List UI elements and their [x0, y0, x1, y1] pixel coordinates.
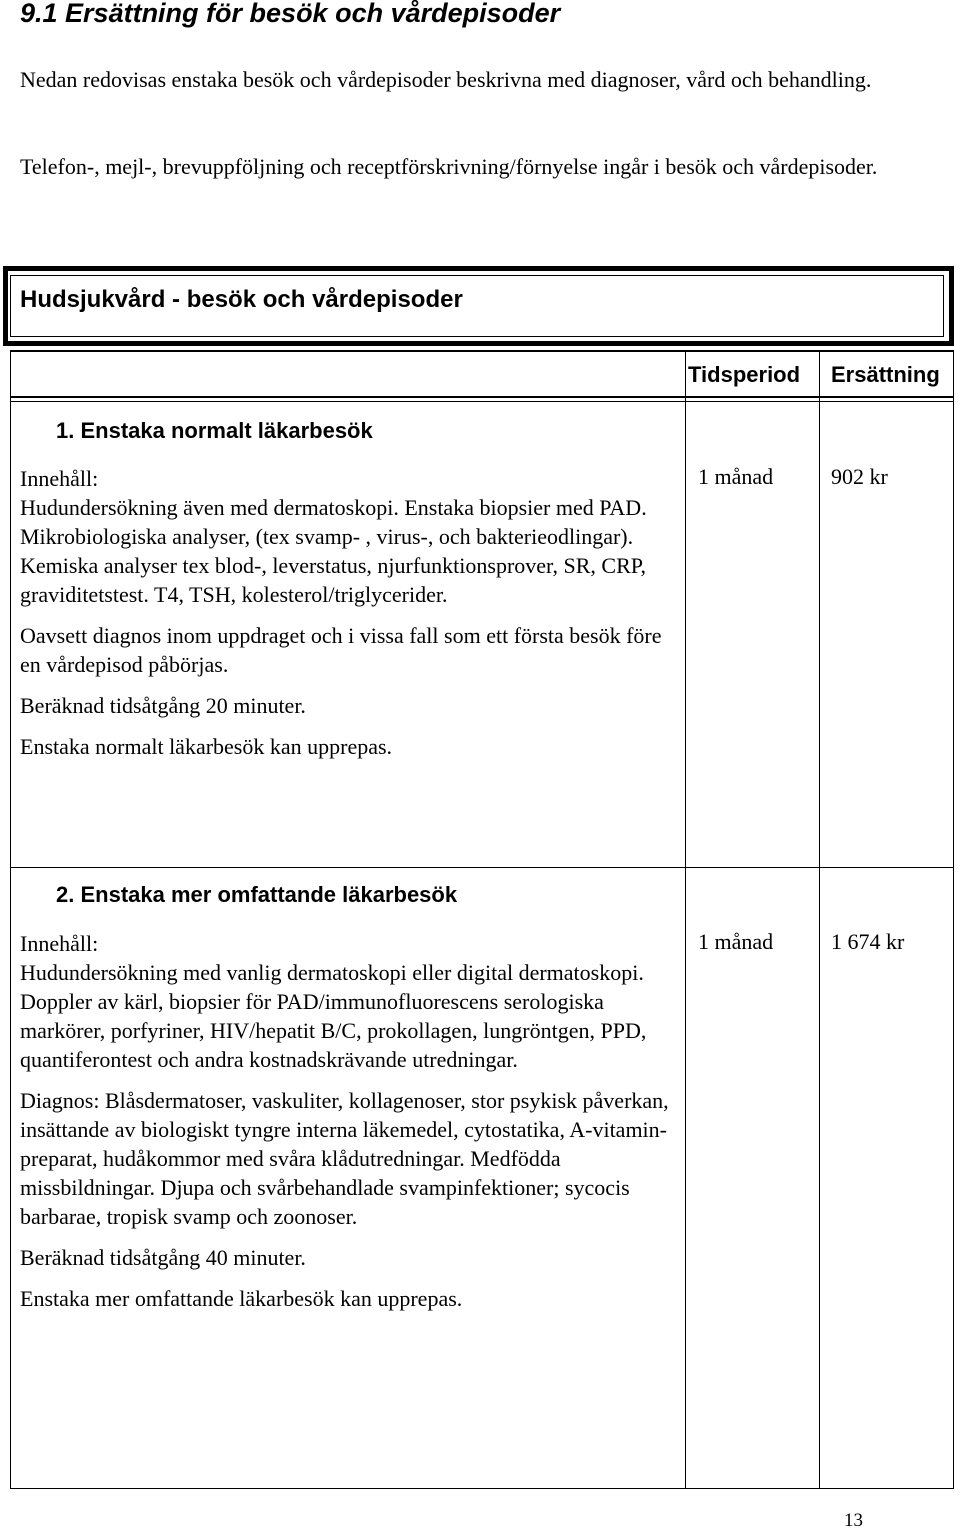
- content-paragraph: Innehåll: Hudundersökning med vanlig dermatoskopi eller digital dermatoskopi. Doppler av kärl, biopsier för PAD/immunofluorescens serologiska markörer, porfyriner, HIV/hepatit B/C, prokollagen, lungröntgen, PPD, quantiferontest och andra kostnadskrävande utredningar.: [20, 931, 647, 1072]
- table-border-bottom: [10, 1488, 954, 1489]
- diagnosis-paragraph: Diagnos: Blåsdermatoser, vaskuliter, kollagenoser, stor psykisk påverkan, insättande av biologiskt tyngre interna läkemedel, cytostatika, A-vitamin-preparat, hudåkommor med svåra klådutredningar. Medfödda missbildningar. Djupa och svårbehandlade svampinfektioner; sycocis barbarae, tropisk svamp och zoonoser.: [20, 1088, 669, 1229]
- column-header-period: Tidsperiod: [688, 362, 801, 387]
- section-number: 2.: [56, 882, 75, 907]
- table-row-divider: [10, 867, 954, 868]
- content-paragraph: Innehåll: Hudundersökning även med dermatoskopi. Enstaka biopsier med PAD. Mikrobiologiska analyser, (tex svamp- , virus-, och bakterieodlingar). Kemiska analyser tex blod-, leverstatus, njurfunktionsprover, SR, CRP, graviditetstest. T4, TSH, kolesterol/triglycerider.: [20, 466, 647, 607]
- table-header-divider: [10, 401, 954, 402]
- intro-paragraph: Telefon-, mejl-, brevuppföljning och receptförskrivning/förnyelse ingår i besök och vårdepisoder.: [20, 154, 878, 179]
- section-title: [56, 882, 457, 908]
- table-column-divider: [685, 350, 686, 1489]
- section-number: 1.: [56, 418, 75, 443]
- repeat-note: Enstaka normalt läkarbesök kan upprepas.: [20, 734, 393, 759]
- intro-paragraph: Nedan redovisas enstaka besök och vårdepisoder beskrivna med diagnoser, vård och behandling.: [20, 67, 872, 92]
- compensation-value: 1 674 kr: [831, 929, 905, 954]
- table-border-left: [10, 350, 11, 1489]
- section-heading: 9.1 Ersättning för besök och vårdepisoder: [20, 0, 561, 28]
- table-header-divider: [10, 396, 954, 398]
- table-border-right: [953, 350, 954, 1489]
- column-header-compensation: Ersättning: [831, 362, 940, 387]
- table-title: Hudsjukvård - besök och vårdepisoder: [20, 286, 463, 313]
- period-value: 1 månad: [698, 929, 774, 954]
- time-estimate: Beräknad tidsåtgång 40 minuter.: [20, 1245, 306, 1270]
- compensation-value: 902 kr: [831, 464, 888, 489]
- section-title: [56, 418, 373, 444]
- diagnosis-paragraph: Oavsett diagnos inom uppdraget och i vissa fall som ett första besök före en vårdepisod påbörjas.: [20, 623, 662, 677]
- period-value: 1 månad: [698, 464, 774, 489]
- section-name: Enstaka mer omfattande läkarbesök: [80, 882, 458, 907]
- section-body: [20, 929, 685, 1325]
- table-column-divider: [819, 350, 820, 1489]
- section-name: Enstaka normalt läkarbesök: [80, 418, 373, 443]
- page-number: 13: [844, 1510, 863, 1531]
- repeat-note: Enstaka mer omfattande läkarbesök kan upprepas.: [20, 1286, 463, 1311]
- section-body: [20, 464, 685, 773]
- table-border-top: [10, 350, 954, 352]
- time-estimate: Beräknad tidsåtgång 20 minuter.: [20, 693, 306, 718]
